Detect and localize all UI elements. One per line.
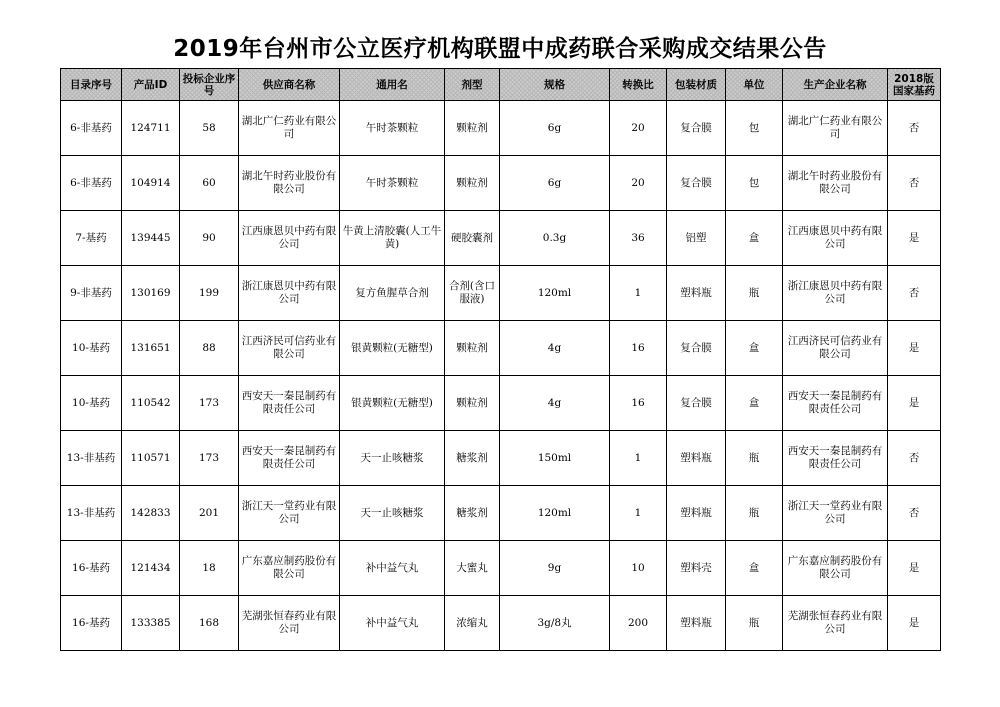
cell-specification: 3g/8丸 (500, 596, 610, 651)
column-header-product-id: 产品ID (122, 69, 180, 101)
cell-bidder-no: 60 (180, 156, 239, 211)
cell-supplier-name: 西安天一秦昆制药有限责任公司 (239, 431, 340, 486)
column-header-packaging-material: 包装材质 (667, 69, 726, 101)
cell-unit: 瓶 (726, 596, 783, 651)
cell-conversion-ratio: 1 (610, 266, 667, 321)
cell-generic-name: 午时茶颗粒 (340, 156, 445, 211)
cell-bidder-no: 58 (180, 101, 239, 156)
cell-manufacturer-name: 西安天一秦昆制药有限责任公司 (783, 431, 888, 486)
column-header-generic-name: 通用名 (340, 69, 445, 101)
cell-dosage-form: 糖浆剂 (445, 431, 500, 486)
cell-catalog-no: 16-基药 (61, 541, 122, 596)
cell-dosage-form: 颗粒剂 (445, 101, 500, 156)
cell-national-essential-drug: 否 (888, 101, 941, 156)
cell-supplier-name: 江西康恩贝中药有限公司 (239, 211, 340, 266)
cell-manufacturer-name: 芜湖张恒春药业有限公司 (783, 596, 888, 651)
cell-bidder-no: 199 (180, 266, 239, 321)
cell-catalog-no: 13-非基药 (61, 431, 122, 486)
cell-specification: 4g (500, 321, 610, 376)
cell-supplier-name: 浙江天一堂药业有限公司 (239, 486, 340, 541)
cell-generic-name: 天一止咳糖浆 (340, 431, 445, 486)
page-title: 2019年台州市公立医疗机构联盟中成药联合采购成交结果公告 (173, 36, 827, 62)
cell-manufacturer-name: 浙江康恩贝中药有限公司 (783, 266, 888, 321)
cell-bidder-no: 173 (180, 431, 239, 486)
cell-catalog-no: 16-基药 (61, 596, 122, 651)
cell-national-essential-drug: 是 (888, 541, 941, 596)
cell-unit: 盒 (726, 211, 783, 266)
cell-specification: 6g (500, 156, 610, 211)
cell-conversion-ratio: 16 (610, 376, 667, 431)
cell-product-id: 124711 (122, 101, 180, 156)
cell-specification: 150ml (500, 431, 610, 486)
cell-unit: 瓶 (726, 431, 783, 486)
cell-national-essential-drug: 是 (888, 321, 941, 376)
cell-unit: 盒 (726, 376, 783, 431)
cell-unit: 包 (726, 156, 783, 211)
column-header-manufacturer-name: 生产企业名称 (783, 69, 888, 101)
cell-national-essential-drug: 否 (888, 156, 941, 211)
cell-national-essential-drug: 否 (888, 486, 941, 541)
table-body (61, 101, 941, 651)
cell-supplier-name: 芜湖张恒春药业有限公司 (239, 596, 340, 651)
cell-conversion-ratio: 200 (610, 596, 667, 651)
cell-manufacturer-name: 江西济民可信药业有限公司 (783, 321, 888, 376)
cell-conversion-ratio: 1 (610, 486, 667, 541)
cell-specification: 120ml (500, 266, 610, 321)
table-header (61, 69, 941, 101)
cell-supplier-name: 西安天一秦昆制药有限责任公司 (239, 376, 340, 431)
cell-packaging-material: 复合膜 (667, 101, 726, 156)
cell-specification: 4g (500, 376, 610, 431)
cell-bidder-no: 168 (180, 596, 239, 651)
cell-product-id: 133385 (122, 596, 180, 651)
cell-manufacturer-name: 湖北午时药业股份有限公司 (783, 156, 888, 211)
cell-generic-name: 复方鱼腥草合剂 (340, 266, 445, 321)
table-row (61, 101, 941, 156)
cell-specification: 120ml (500, 486, 610, 541)
table-row (61, 321, 941, 376)
cell-generic-name: 补中益气丸 (340, 596, 445, 651)
cell-packaging-material: 铝塑 (667, 211, 726, 266)
cell-packaging-material: 塑料瓶 (667, 266, 726, 321)
column-header-dosage-form: 剂型 (445, 69, 500, 101)
cell-product-id: 142833 (122, 486, 180, 541)
cell-product-id: 110571 (122, 431, 180, 486)
table-row (61, 431, 941, 486)
cell-specification: 6g (500, 101, 610, 156)
table-row (61, 266, 941, 321)
table-row (61, 211, 941, 266)
cell-dosage-form: 合剂(含口服液) (445, 266, 500, 321)
cell-bidder-no: 18 (180, 541, 239, 596)
cell-packaging-material: 塑料瓶 (667, 596, 726, 651)
cell-generic-name: 午时茶颗粒 (340, 101, 445, 156)
column-header-catalog-no: 目录序号 (61, 69, 122, 101)
cell-catalog-no: 10-基药 (61, 376, 122, 431)
cell-supplier-name: 湖北午时药业股份有限公司 (239, 156, 340, 211)
cell-bidder-no: 173 (180, 376, 239, 431)
cell-packaging-material: 复合膜 (667, 156, 726, 211)
cell-generic-name: 补中益气丸 (340, 541, 445, 596)
cell-generic-name: 牛黄上清胶囊(人工牛黄) (340, 211, 445, 266)
column-header-unit: 单位 (726, 69, 783, 101)
results-table (60, 68, 941, 651)
cell-conversion-ratio: 36 (610, 211, 667, 266)
cell-dosage-form: 糖浆剂 (445, 486, 500, 541)
cell-unit: 盒 (726, 321, 783, 376)
table-row (61, 156, 941, 211)
cell-national-essential-drug: 否 (888, 431, 941, 486)
cell-product-id: 130169 (122, 266, 180, 321)
cell-dosage-form: 颗粒剂 (445, 156, 500, 211)
cell-bidder-no: 90 (180, 211, 239, 266)
table-row (61, 541, 941, 596)
cell-catalog-no: 6-非基药 (61, 156, 122, 211)
cell-unit: 瓶 (726, 266, 783, 321)
cell-bidder-no: 88 (180, 321, 239, 376)
cell-manufacturer-name: 西安天一秦昆制药有限责任公司 (783, 376, 888, 431)
cell-national-essential-drug: 是 (888, 596, 941, 651)
column-header-bidder-no: 投标企业序号 (180, 69, 239, 101)
cell-packaging-material: 塑料瓶 (667, 431, 726, 486)
cell-bidder-no: 201 (180, 486, 239, 541)
cell-product-id: 110542 (122, 376, 180, 431)
cell-catalog-no: 13-非基药 (61, 486, 122, 541)
column-header-specification: 规格 (500, 69, 610, 101)
cell-manufacturer-name: 广东嘉应制药股份有限公司 (783, 541, 888, 596)
cell-packaging-material: 复合膜 (667, 376, 726, 431)
cell-packaging-material: 塑料壳 (667, 541, 726, 596)
cell-packaging-material: 复合膜 (667, 321, 726, 376)
cell-dosage-form: 硬胶囊剂 (445, 211, 500, 266)
cell-unit: 包 (726, 101, 783, 156)
cell-catalog-no: 6-非基药 (61, 101, 122, 156)
cell-specification: 9g (500, 541, 610, 596)
cell-national-essential-drug: 是 (888, 376, 941, 431)
cell-generic-name: 银黄颗粒(无糖型) (340, 321, 445, 376)
column-header-conversion-ratio: 转换比 (610, 69, 667, 101)
cell-specification: 0.3g (500, 211, 610, 266)
column-header-supplier-name: 供应商名称 (239, 69, 340, 101)
header-row (61, 69, 941, 101)
table-row (61, 486, 941, 541)
cell-conversion-ratio: 16 (610, 321, 667, 376)
cell-generic-name: 天一止咳糖浆 (340, 486, 445, 541)
cell-catalog-no: 7-基药 (61, 211, 122, 266)
cell-product-id: 104914 (122, 156, 180, 211)
cell-dosage-form: 浓缩丸 (445, 596, 500, 651)
cell-national-essential-drug: 是 (888, 211, 941, 266)
column-header-national-essential-drug: 2018版国家基药 (888, 69, 941, 101)
cell-generic-name: 银黄颗粒(无糖型) (340, 376, 445, 431)
cell-manufacturer-name: 浙江天一堂药业有限公司 (783, 486, 888, 541)
cell-conversion-ratio: 20 (610, 156, 667, 211)
cell-conversion-ratio: 20 (610, 101, 667, 156)
cell-dosage-form: 大蜜丸 (445, 541, 500, 596)
cell-product-id: 131651 (122, 321, 180, 376)
cell-packaging-material: 塑料瓶 (667, 486, 726, 541)
cell-unit: 瓶 (726, 486, 783, 541)
cell-supplier-name: 广东嘉应制药股份有限公司 (239, 541, 340, 596)
cell-catalog-no: 10-基药 (61, 321, 122, 376)
cell-product-id: 121434 (122, 541, 180, 596)
cell-supplier-name: 江西济民可信药业有限公司 (239, 321, 340, 376)
cell-conversion-ratio: 10 (610, 541, 667, 596)
cell-product-id: 139445 (122, 211, 180, 266)
cell-dosage-form: 颗粒剂 (445, 376, 500, 431)
cell-national-essential-drug: 否 (888, 266, 941, 321)
cell-conversion-ratio: 1 (610, 431, 667, 486)
table-row (61, 596, 941, 651)
cell-dosage-form: 颗粒剂 (445, 321, 500, 376)
cell-manufacturer-name: 湖北广仁药业有限公司 (783, 101, 888, 156)
cell-catalog-no: 9-非基药 (61, 266, 122, 321)
cell-manufacturer-name: 江西康恩贝中药有限公司 (783, 211, 888, 266)
cell-supplier-name: 浙江康恩贝中药有限公司 (239, 266, 340, 321)
cell-unit: 盒 (726, 541, 783, 596)
table-row (61, 376, 941, 431)
cell-supplier-name: 湖北广仁药业有限公司 (239, 101, 340, 156)
